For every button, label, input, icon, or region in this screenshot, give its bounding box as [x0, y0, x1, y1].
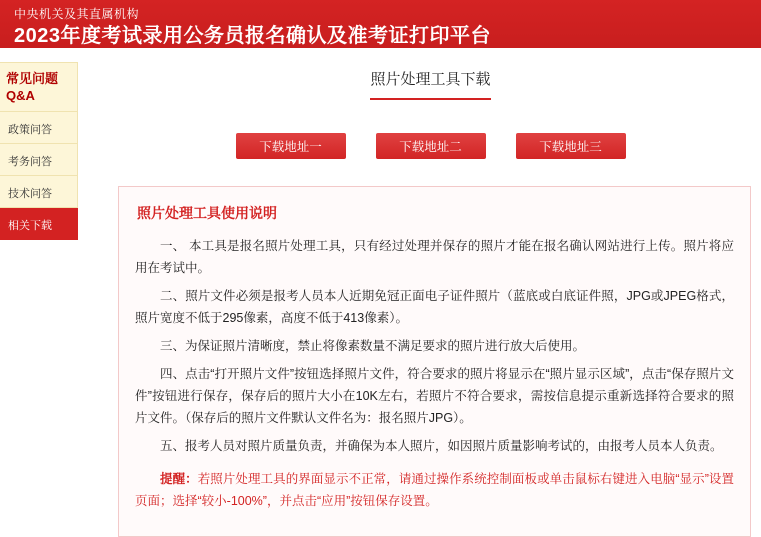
main-column	[110, 48, 751, 537]
sidebar-item-technical[interactable]: 技术问答	[0, 176, 78, 208]
instruction-item-4: 四、点击“打开照片文件”按钮选择照片文件，符合要求的照片将显示在“照片显示区域”，点击“保存照片文件”按钮进行保存，保存后的照片大小在10K左右，若照片不符合要求，需按信息提示重新选择符合要求的照片文件。（保存后的照片文件默认文件名为：报名照片JPG）。	[135, 367, 734, 425]
header-title: 2023年度考试录用公务员报名确认及准考证打印平台	[14, 25, 491, 47]
sidebar-item-exam-affairs[interactable]: 考务问答	[0, 144, 78, 176]
sidebar-header-line2: Q&A	[6, 88, 35, 103]
sidebar-item-policy[interactable]: 政策问答	[0, 112, 78, 144]
instruction-item-1: 一、 本工具是报名照片处理工具，只有经过处理并保存的照片才能在报名确认网站进行上传。照片将应用在考试中。	[135, 239, 734, 275]
sidebar-item-downloads[interactable]: 相关下载	[0, 208, 78, 240]
notice-paragraph	[135, 468, 734, 512]
notice-text: 若照片处理工具的界面显示不正常，请通过操作系统控制面板或单击鼠标右键进入电脑“显示”设置页面；选择“较小-100%”，并点击“应用”按钮保存设置。	[135, 472, 734, 508]
download-button-group	[110, 133, 751, 159]
instruction-item-2: 二、照片文件必须是报考人员本人近期免冠正面电子证件照片（蓝底或白底证件照，JPG或JPEG格式，照片宽度不低于295像素，高度不低于413像素）。	[135, 289, 734, 325]
notice-label: 提醒：	[160, 472, 198, 486]
instruction-item-3: 三、为保证照片清晰度，禁止将像素数量不满足要求的照片进行放大后使用。	[160, 339, 586, 353]
site-header	[0, 0, 761, 48]
sidebar-header-line1: 常见问题	[6, 71, 59, 86]
section-title-wrap	[110, 48, 751, 100]
download-link-3-button[interactable]: 下载地址三	[516, 133, 626, 159]
download-link-1-button[interactable]: 下载地址一	[236, 133, 346, 159]
download-link-2-button[interactable]: 下载地址二	[376, 133, 486, 159]
instruction-item-5: 五、报考人员对照片质量负责，并确保为本人照片，如因照片质量影响考试的，由报考人员本人负责。	[160, 439, 723, 453]
page-content	[0, 48, 761, 508]
header-subtitle: 中央机关及其直属机构	[14, 7, 140, 21]
page-title: 照片处理工具下载	[370, 68, 490, 100]
sidebar	[0, 62, 78, 240]
instructions-panel	[118, 186, 751, 537]
instructions-title: 照片处理工具使用说明	[137, 205, 277, 221]
sidebar-header	[0, 62, 78, 112]
